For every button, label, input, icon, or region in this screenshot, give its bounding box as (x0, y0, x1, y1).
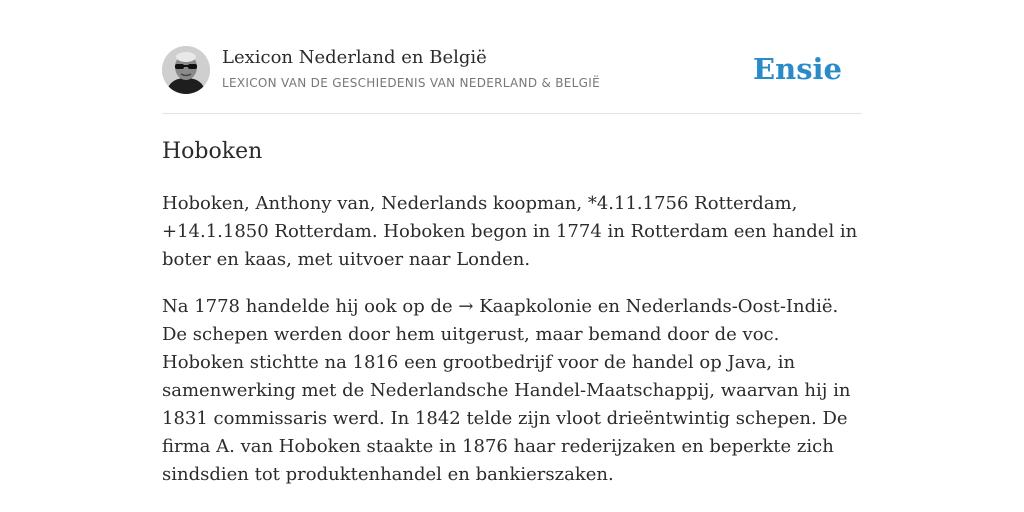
article-body (162, 190, 862, 508)
source-title[interactable]: Lexicon Nederland en België (222, 47, 487, 68)
person-photo-icon (162, 46, 210, 94)
article-paragraph: Hoboken, Anthony van, Nederlands koopman, *4.11.1756 Rotterdam, +14.1.1850 Rotterdam. Hoboken begon in 1774 in Rotterdam een handel in boter en kaas, met uitvoer naar Londen. (162, 193, 858, 270)
avatar[interactable] (162, 46, 210, 94)
source-subtitle[interactable]: LEXICON VAN DE GESCHIEDENIS VAN NEDERLAND & BELGIË (222, 76, 600, 90)
header (162, 46, 862, 114)
brand-logo[interactable]: Ensie (753, 52, 842, 86)
article-paragraph: Na 1778 handelde hij ook op de → Kaapkolonie en Nederlands-Oost-Indië. De schepen werden door hem uitgerust, maar bemand door de voc. Hoboken stichtte na 1816 een grootbedrijf voor de handel op Java, in samenwerking met de Nederlandsche Handel-Maatschappij, waarvan hij in 1831 commissaris werd. In 1842 telde zijn vloot drieëntwintig schepen. De firma A. van Hoboken staakte in 1876 haar rederijzaken en beperkte zich sindsdien tot produktenhandel en bankierszaken. (162, 296, 851, 485)
page-title: Hoboken (162, 139, 263, 164)
